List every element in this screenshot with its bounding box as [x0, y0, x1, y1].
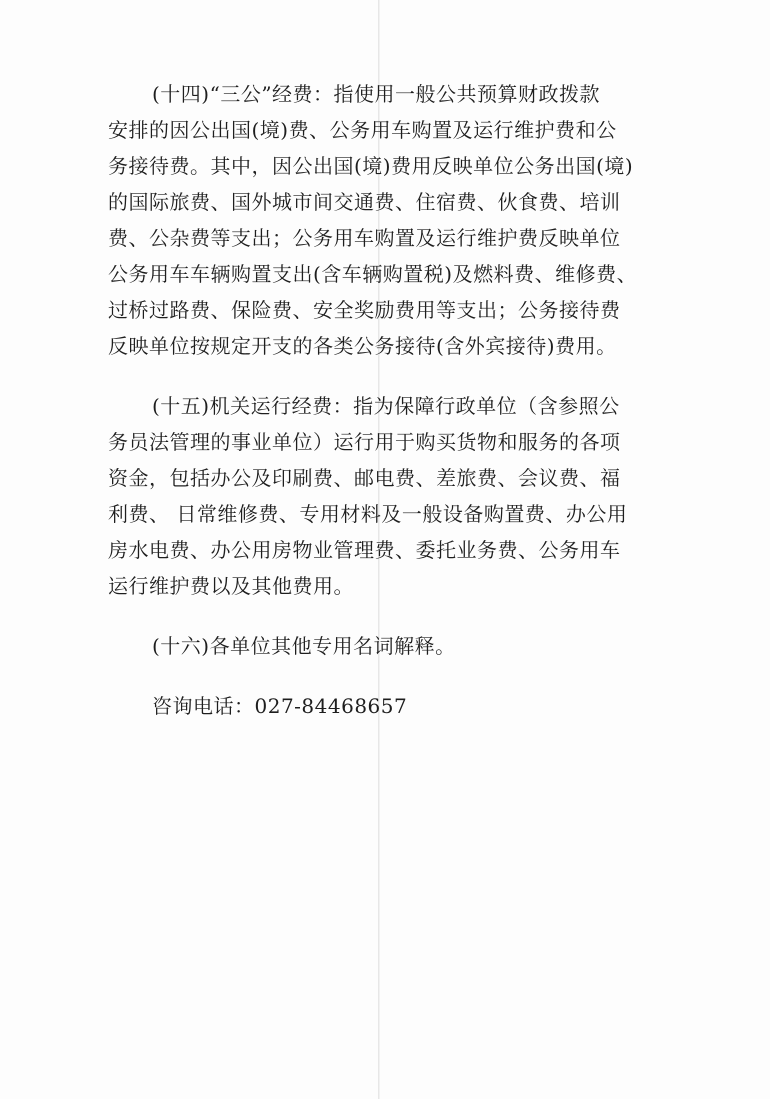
text-line: 务员法管理的事业单位）运行用于购买货物和服务的各项 — [108, 430, 621, 454]
text-line: 反映单位按规定开支的各类公务接待(含外宾接待)费用。 — [108, 334, 617, 358]
text-line: (十六)各单位其他专用名词解释。 — [152, 634, 456, 658]
paragraph-contact — [108, 688, 668, 724]
paragraph-gap — [108, 364, 668, 388]
text-line: 过桥过路费、保险费、安全奖励费用等支出；公务接待费 — [108, 298, 621, 322]
text-line: 资金，包括办公及印刷费、邮电费、差旅费、会议费、福 — [108, 466, 621, 490]
text-line: 运行维护费以及其他费用。 — [108, 574, 354, 598]
text-line: 费、公杂费等支出；公务用车购置及运行维护费反映单位 — [108, 226, 621, 250]
text-line: 务接待费。其中，因公出国(境)费用反映单位公务出国(境) — [108, 154, 634, 178]
paragraph-gap — [108, 664, 668, 688]
text-line: (十五)机关运行经费：指为保障行政单位（含参照公 — [152, 394, 620, 418]
text-line: (十四)“三公”经费：指使用一般公共预算财政拨款 — [152, 82, 601, 106]
text-line: 的国际旅费、国外城市间交通费、住宿费、伙食费、培训 — [108, 190, 621, 214]
paragraph-agency-operating-expenses — [108, 388, 668, 604]
text-line: 公务用车车辆购置支出(含车辆购置税)及燃料费、维修费、 — [108, 262, 638, 286]
contact-phone: 咨询电话：027-84468657 — [152, 694, 408, 718]
paragraph-gap — [108, 604, 668, 628]
document-body — [108, 76, 668, 724]
paragraph-three-public-expenses — [108, 76, 668, 364]
text-line: 房水电费、办公用房物业管理费、委托业务费、公务用车 — [108, 538, 621, 562]
text-line: 安排的因公出国(境)费、公务用车购置及运行维护费和公 — [108, 118, 617, 142]
text-line: 利费、 日常维修费、专用材料及一般设备购置费、办公用 — [108, 502, 628, 526]
paragraph-other-terms — [108, 628, 668, 664]
